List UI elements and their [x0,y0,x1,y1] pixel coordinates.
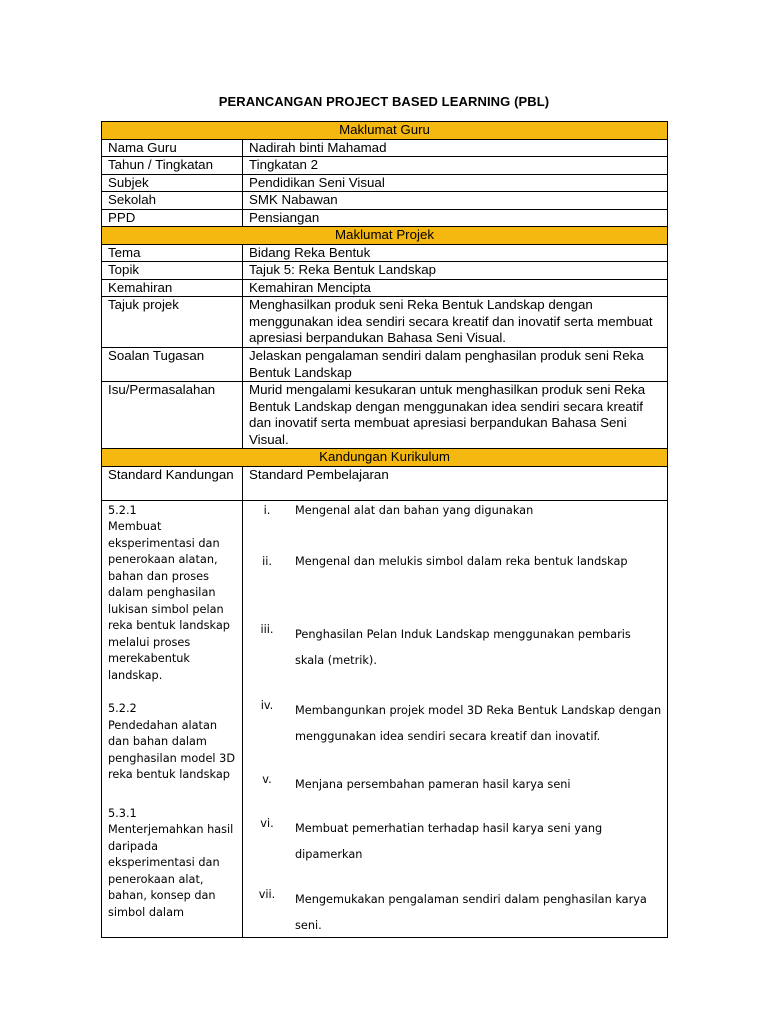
table-row [102,262,668,280]
list-item-text: Penghasilan Pelan Induk Landskap menggunakan pembaris skala (metrik). [295,627,631,667]
sk-text: Menterjemahkan hasil daripada eksperimentasi dan penerokaan alat, bahan, konsep dan simbol dalam [108,823,234,919]
row-value: SMK Nabawan [243,192,668,210]
row-label: Isu/Permasalahan [102,382,243,449]
row-value: Menghasilkan produk seni Reka Bentuk Landskap dengan menggunakan idea sendiri secara kreatif dan inovatif serta membuat apresiasi berpandukan Bahasa Seni Visual. [243,297,668,348]
list-item-text: Membuat pemerhatian terhadap hasil karya seni yang dipamerkan [295,821,603,861]
list-item-number: vi. [260,816,274,830]
table-row [102,500,668,937]
table-row [102,157,668,175]
document-title: PERANCANGAN PROJECT BASED LEARNING (PBL) [218,94,550,109]
row-value: Murid mengalami kesukaran untuk menghasilkan produk seni Reka Bentuk Landskap dengan menggunakan idea sendiri secara kreatif dan inovatif serta membuat apresiasi berpandukan Bahasa Seni Visual. [243,382,668,449]
list-item-text: Membangunkan projek model 3D Reka Bentuk Landskap dengan menggunakan idea sendiri secara kreatif dan inovatif. [295,703,662,743]
row-label: Kemahiran [102,279,243,297]
list-item-text: Mengenal alat dan bahan yang digunakan [295,503,534,517]
sk-code: 5.2.2 [108,702,137,715]
sk-code: 5.2.1 [108,503,137,517]
row-value: Kemahiran Mencipta [243,279,668,297]
section-header-label: Maklumat Projek [102,227,668,245]
column-header-standard-pembelajaran: Standard Pembelajaran [243,466,668,500]
table-row [102,466,668,500]
table-row [102,279,668,297]
row-label: Nama Guru [102,139,243,157]
sk-code: 5.3.1 [108,806,137,820]
row-label: PPD [102,209,243,227]
list-item-text: Mengenal dan melukis simbol dalam reka bentuk landskap [295,554,628,568]
list-item-text: Menjana persembahan pameran hasil karya seni [295,777,571,791]
row-label: Topik [102,262,243,280]
table-row [102,174,668,192]
row-value: Tingkatan 2 [243,157,668,175]
table-row [102,209,668,227]
table-row [102,297,668,348]
list-item-number: iv. [260,698,274,712]
section-header-label: Kandungan Kurikulum [102,449,668,467]
standard-pembelajaran-cell [243,500,668,937]
row-value: Jelaskan pengalaman sendiri dalam penghasilan produk seni Reka Bentuk Landskap [243,348,668,382]
row-value: Pensiangan [243,209,668,227]
row-label: Subjek [102,174,243,192]
list-item-number: iii. [260,622,274,636]
row-value: Pendidikan Seni Visual [243,174,668,192]
row-label: Tahun / Tingkatan [102,157,243,175]
table-row [102,348,668,382]
row-label: Tajuk projek [102,297,243,348]
list-item-number: ii. [262,554,272,568]
sk-text: Pendedahan alatan dan bahan dalam penghasilan model 3D reka bentuk landskap [108,718,236,781]
section-header-maklumat-guru [102,122,668,140]
row-value: Bidang Reka Bentuk [243,244,668,262]
section-header-kandungan-kurikulum [102,449,668,467]
row-value: Tajuk 5: Reka Bentuk Landskap [243,262,668,280]
section-header-maklumat-projek [102,227,668,245]
column-header-standard-kandungan: Standard Kandungan [102,466,243,500]
row-label: Sekolah [102,192,243,210]
list-item-text: Mengemukakan pengalaman sendiri dalam penghasilan karya seni. [295,892,647,932]
sk-text: Membuat eksperimentasi dan penerokaan alatan, bahan dan proses dalam penghasilan lukisan simbol pelan reka bentuk landskap melalui proses merekabentuk landskap. [108,520,230,682]
section-header-label: Maklumat Guru [102,122,668,140]
standard-kandungan-cell [102,500,243,937]
pbl-planning-table [101,121,668,938]
list-item-number: v. [262,772,272,786]
row-value: Nadirah binti Mahamad [243,139,668,157]
row-label: Soalan Tugasan [102,348,243,382]
table-row [102,382,668,449]
table-row [102,244,668,262]
table-row [102,192,668,210]
list-item-number: i. [263,503,271,517]
list-item-number: vii. [258,887,276,901]
table-row [102,139,668,157]
row-label: Tema [102,244,243,262]
